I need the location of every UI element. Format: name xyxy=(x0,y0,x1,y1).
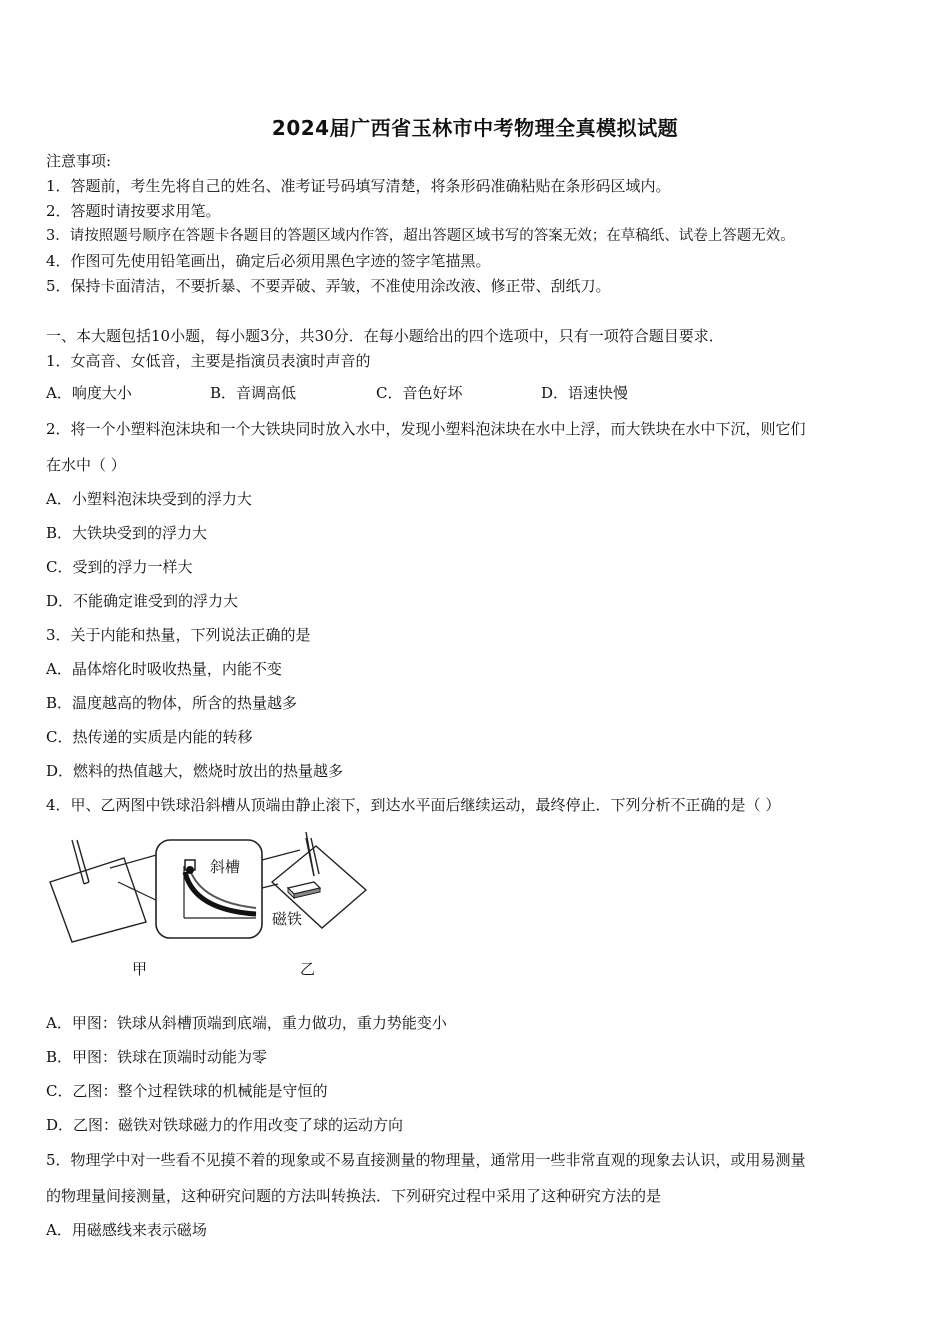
notice-item: 3．请按照题号顺序在答题卡各题目的答题区域内作答，超出答题区域书写的答案无效；在草稿纸、试卷上答题无效。 xyxy=(46,228,795,244)
question-2-option-c: C．受到的浮力一样大 xyxy=(46,558,193,576)
question-3-option-a: A．晶体熔化时吸收热量，内能不变 xyxy=(46,660,282,678)
question-2-option-d: D．不能确定谁受到的浮力大 xyxy=(46,592,239,610)
question-4-option-c: C．乙图：整个过程铁球的机械能是守恒的 xyxy=(46,1082,328,1100)
notice-heading: 注意事项: xyxy=(46,152,112,170)
caption-right: 乙 xyxy=(300,960,316,978)
page-title: 2024届广西省玉林市中考物理全真模拟试题 xyxy=(271,116,679,140)
notice-item: 4．作图可先使用铅笔画出，确定后必须用黑色字迹的签字笔描黑。 xyxy=(46,252,491,270)
left-board xyxy=(50,858,146,942)
notice-item: 5．保持卡面清洁，不要折暴、不要弄破、弄皱，不准使用涂改液、修正带、刮纸刀。 xyxy=(46,277,611,295)
question-2-stem-cont: 在水中（ ） xyxy=(46,456,126,474)
question-2-stem: 2．将一个小塑料泡沫块和一个大铁块同时放入水中，发现小塑料泡沫块在水中上浮，而大铁块在水中下沉，则它们 xyxy=(46,420,806,438)
question-4-option-b: B．甲图：铁球在顶端时动能为零 xyxy=(46,1048,268,1066)
question-3-option-d: D．燃料的热值越大，燃烧时放出的热量越多 xyxy=(46,762,344,780)
question-3-option-b: B．温度越高的物体，所含的热量越多 xyxy=(46,694,298,712)
left-chute-rail xyxy=(72,840,84,884)
question-1-option-a: A．响度大小 xyxy=(46,384,132,402)
notice-item: 2．答题时请按要求用笔。 xyxy=(46,202,221,220)
question-1-option-c: C．音色好坏 xyxy=(376,384,463,402)
question-1-option-b: B．音调高低 xyxy=(210,384,297,402)
question-2-option-b: B．大铁块受到的浮力大 xyxy=(46,524,208,542)
chute-label: 斜槽 xyxy=(210,858,241,876)
question-4-stem: 4．甲、乙两图中铁球沿斜槽从顶端由静止滚下，到达水平面后继续运动，最终停止．下列分析不正确的是（ ） xyxy=(46,796,781,814)
question-5-stem: 5．物理学中对一些看不见摸不着的现象或不易直接测量的物理量，通常用一些非常直观的现象去认识，或用易测量 xyxy=(46,1151,806,1169)
question-4-option-a: A．甲图：铁球从斜槽顶端到底端，重力做功，重力势能变小 xyxy=(46,1014,447,1032)
question-5-option-a: A．用磁感线来表示磁场 xyxy=(46,1221,207,1239)
question-4-option-d: D．乙图：磁铁对铁球磁力的作用改变了球的运动方向 xyxy=(46,1116,404,1134)
question-3-stem: 3．关于内能和热量，下列说法正确的是 xyxy=(46,626,311,644)
question-1-stem: 1．女高音、女低音，主要是指演员表演时声音的 xyxy=(46,352,371,370)
caption-left: 甲 xyxy=(132,960,148,978)
section-heading: 一、本大题包括10小题，每小题3分，共30分．在每小题给出的四个选项中，只有一项符合题目要求． xyxy=(46,327,724,345)
magnet-label: 磁铁 xyxy=(272,910,303,928)
question-1-option-d: D．语速快慢 xyxy=(541,384,629,402)
question-4-figure xyxy=(44,832,374,982)
question-3-option-c: C．热传递的实质是内能的转移 xyxy=(46,728,253,746)
notice-item: 1．答题前，考生先将自己的姓名、准考证号码填写清楚，将条形码准确粘贴在条形码区域内。 xyxy=(46,177,671,195)
question-5-stem-cont: 的物理量间接测量，这种研究问题的方法叫转换法．下列研究过程中采用了这种研究方法的是 xyxy=(46,1187,662,1205)
zoom-detail-box xyxy=(156,840,262,938)
question-2-option-a: A．小塑料泡沫块受到的浮力大 xyxy=(46,490,252,508)
left-chute-rail xyxy=(77,840,89,882)
